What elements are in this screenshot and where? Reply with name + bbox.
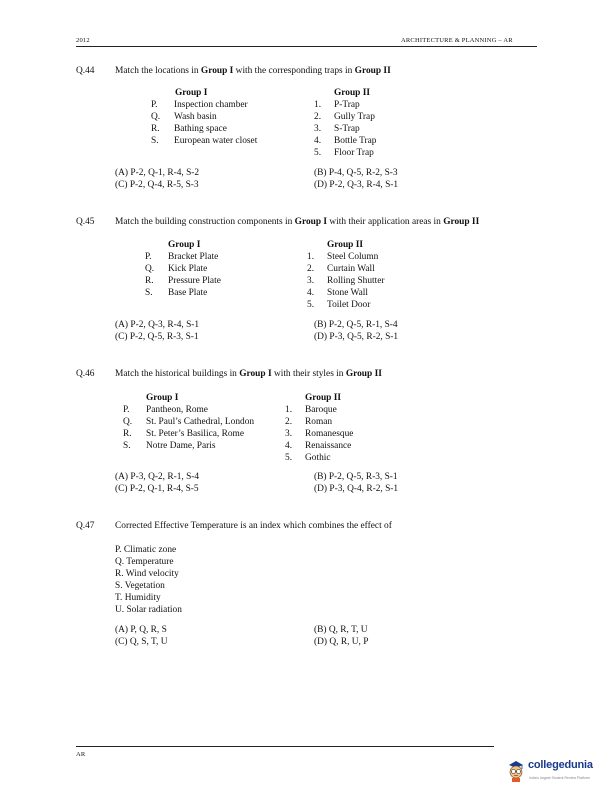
list-item: 4. Renaissance <box>285 441 352 451</box>
list-item: P. Bracket Plate <box>145 252 219 262</box>
list-item: Q. Temperature <box>115 557 174 567</box>
question-number: Q.47 <box>76 521 95 531</box>
option-c[interactable]: (C) P-2, Q-1, R-4, S-5 <box>115 484 199 494</box>
option-c[interactable]: (C) Q, S, T, U <box>115 637 168 647</box>
question-stem: Match the building construction components in Group I with their application areas in Group II <box>115 217 480 227</box>
list-item: 1. Steel Column <box>307 252 379 262</box>
option-b[interactable]: (B) P-2, Q-5, R-1, S-4 <box>314 320 398 330</box>
collegedunia-logo[interactable] <box>505 758 605 784</box>
option-b[interactable]: (B) P-4, Q-5, R-2, S-3 <box>314 168 398 178</box>
mascot-icon <box>505 758 527 782</box>
list-item: Q. Wash basin <box>151 112 217 122</box>
list-item: Q. Kick Plate <box>145 264 208 274</box>
option-c[interactable]: (C) P-2, Q-5, R-3, S-1 <box>115 332 199 342</box>
logo-text: collegedunia <box>528 759 593 771</box>
option-d[interactable]: (D) Q, R, U, P <box>314 637 369 647</box>
group2-title: Group II <box>305 393 342 403</box>
group1-title: Group I <box>146 393 179 403</box>
option-b[interactable]: (B) P-2, Q-5, R-3, S-1 <box>314 472 398 482</box>
option-d[interactable]: (D) P-3, Q-5, R-2, S-1 <box>314 332 399 342</box>
group2-title: Group II <box>334 88 371 98</box>
list-item: 5. Toilet Door <box>307 300 371 310</box>
list-item: T. Humidity <box>115 593 161 603</box>
group1-list <box>151 99 257 147</box>
option-a[interactable]: (A) P-2, Q-3, R-4, S-1 <box>115 320 200 330</box>
group2-title: Group II <box>327 240 364 250</box>
question-stem: Match the locations in Group I with the corresponding traps in Group II <box>115 66 391 76</box>
option-d[interactable]: (D) P-3, Q-4, R-2, S-1 <box>314 484 399 494</box>
logo-tagline: India's largest Student Review Platform <box>529 776 590 780</box>
list-item: Q. St. Paul’s Cathedral, London <box>123 417 255 427</box>
group2-list <box>285 404 353 464</box>
list-item: 5. Gothic <box>285 453 331 463</box>
header-rule <box>76 46 537 47</box>
group1-list <box>145 251 221 299</box>
header-subject: ARCHITECTURE & PLANNING – AR <box>401 37 513 44</box>
list-item: R. Pressure Plate <box>145 276 221 286</box>
list-item: R. St. Peter’s Basilica, Rome <box>123 429 244 439</box>
list-item: 3. Romanesque <box>285 429 354 439</box>
footer-code: AR <box>76 751 86 758</box>
list-item: 4. Stone Wall <box>307 288 368 298</box>
list-item: S. Vegetation <box>115 581 165 591</box>
list-item: R. Bathing space <box>151 124 227 134</box>
list-item: 2. Gully Trap <box>314 112 375 122</box>
list-item: 3. Rolling Shutter <box>307 276 385 286</box>
option-a[interactable]: (A) P-2, Q-1, R-4, S-2 <box>115 168 200 178</box>
option-b[interactable]: (B) Q, R, T, U <box>314 625 368 635</box>
list-item: P. Inspection chamber <box>151 100 248 110</box>
group1-list <box>123 404 254 452</box>
question-number: Q.45 <box>76 217 95 227</box>
list-item: S. Base Plate <box>145 288 208 298</box>
question-stem: Match the historical buildings in Group I with their styles in Group II <box>115 369 382 379</box>
list-item: 1. Baroque <box>285 405 337 415</box>
factor-list <box>115 544 182 616</box>
group1-title: Group I <box>175 88 208 98</box>
option-a[interactable]: (A) P, Q, R, S <box>115 625 167 635</box>
list-item: 3. S-Trap <box>314 124 360 134</box>
option-a[interactable]: (A) P-3, Q-2, R-1, S-4 <box>115 472 200 482</box>
group1-title: Group I <box>168 240 201 250</box>
group2-list <box>314 99 376 159</box>
list-item: 4. Bottle Trap <box>314 136 377 146</box>
list-item: R. Wind velocity <box>115 569 179 579</box>
header-year: 2012 <box>76 37 90 44</box>
list-item: 2. Roman <box>285 417 333 427</box>
list-item: 2. Curtain Wall <box>307 264 375 274</box>
list-item: U. Solar radiation <box>115 605 182 615</box>
option-d[interactable]: (D) P-2, Q-3, R-4, S-1 <box>314 180 399 190</box>
question-number: Q.44 <box>76 66 95 76</box>
list-item: 5. Floor Trap <box>314 148 374 158</box>
question-number: Q.46 <box>76 369 95 379</box>
group2-list <box>307 251 385 311</box>
list-item: S. Notre Dame, Paris <box>123 441 216 451</box>
option-c[interactable]: (C) P-2, Q-4, R-5, S-3 <box>115 180 199 190</box>
list-item: S. European water closet <box>151 136 258 146</box>
question-stem: Corrected Effective Temperature is an index which combines the effect of <box>115 521 392 531</box>
list-item: 1. P-Trap <box>314 100 360 110</box>
list-item: P. Pantheon, Rome <box>123 405 208 415</box>
footer-rule <box>76 746 494 747</box>
list-item: P. Climatic zone <box>115 545 177 555</box>
